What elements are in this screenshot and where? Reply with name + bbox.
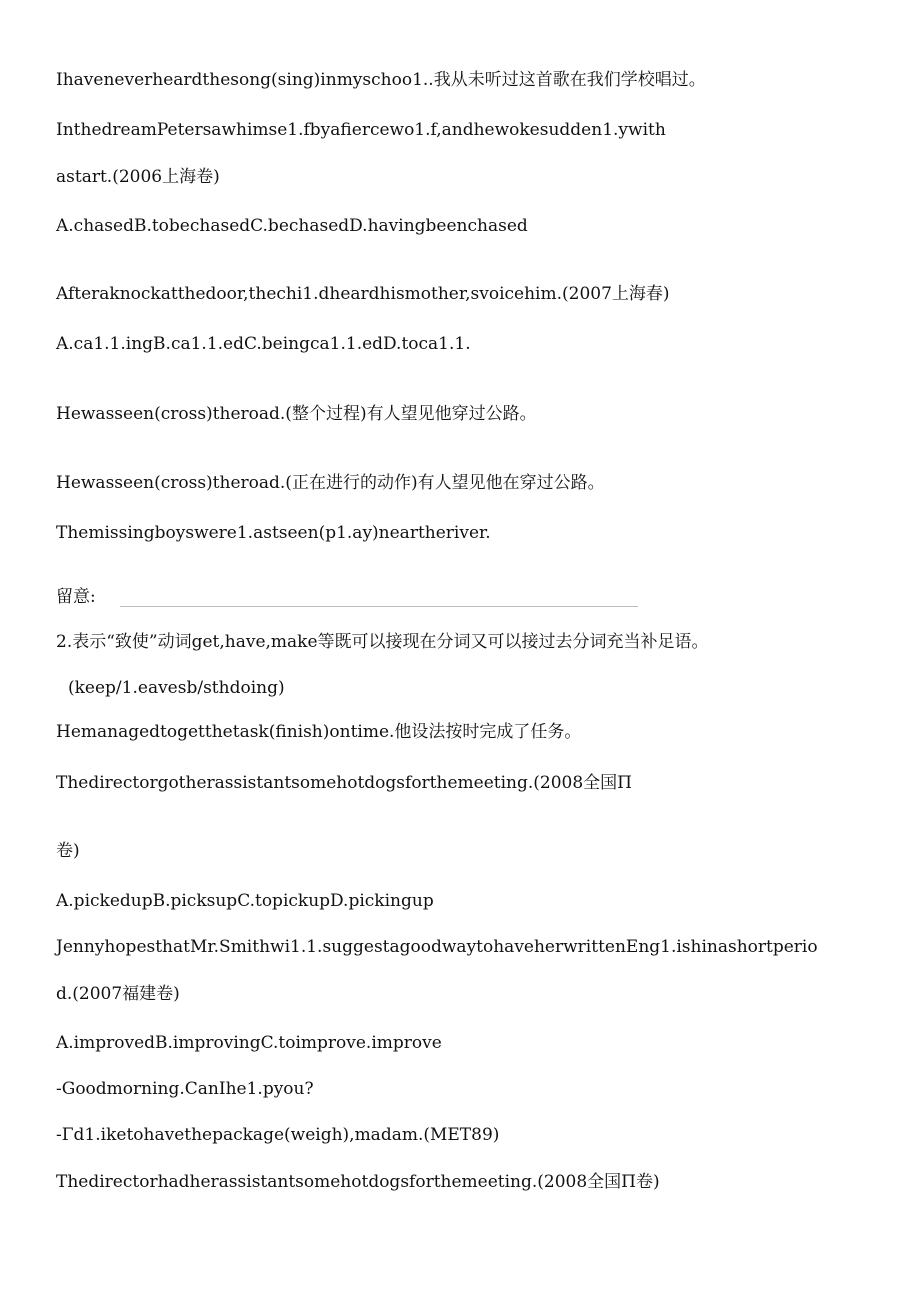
text-line: A.chasedB.tobechasedC.bechasedD.havingbeenchased <box>56 216 528 236</box>
text-line: A.ca1.1.ingB.ca1.1.edC.beingca1.1.edD.toca1.1. <box>56 334 471 354</box>
text-line: d.(2007福建卷) <box>56 984 180 1004</box>
text-line: Themissingboyswere1.astseen(p1.ay)neartheriver. <box>56 523 491 543</box>
text-line: (keep/1.eavesb/sthdoing) <box>68 678 285 698</box>
note-label: 留意: <box>56 587 96 607</box>
text-line: Thedirectorhadherassistantsomehotdogsforthemeeting.(2008全国Π卷) <box>56 1172 660 1192</box>
text-line: -Goodmorning.CanIhe1.pyou? <box>56 1079 314 1099</box>
text-line: Hewasseen(cross)theroad.(正在进行的动作)有人望见他在穿过公路。 <box>56 473 605 493</box>
text-line: Hewasseen(cross)theroad.(整个过程)有人望见他穿过公路。 <box>56 404 537 424</box>
blank-underline <box>120 606 638 607</box>
text-line: Ihaveneverheardthesong(sing)inmyschoo1..我从未听过这首歌在我们学校唱过。 <box>56 70 706 90</box>
text-line: 卷) <box>56 841 80 861</box>
text-line: InthedreamPetersawhimse1.fbyafiercewo1.f,andhewokesudden1.ywith <box>56 120 666 140</box>
text-line: Hemanagedtogetthetask(finish)ontime.他设法按时完成了任务。 <box>56 722 582 742</box>
text-line: Afteraknockatthedoor,thechi1.dheardhismother,svoicehim.(2007上海春) <box>56 284 670 304</box>
text-line: astart.(2006上海卷) <box>56 167 220 187</box>
section-heading: 2.表示“致使”动词get,have,make等既可以接现在分词又可以接过去分词充当补足语。 <box>56 632 709 652</box>
text-line: JennyhopesthatMr.Smithwi1.1.suggestagoodwaytohaveherwrittenEng1.ishinashortperio <box>56 937 818 957</box>
text-line: A.improvedB.improvingC.toimprove.improve <box>56 1033 442 1053</box>
text-line: A.pickedupB.picksupC.topickupD.pickingup <box>56 891 434 911</box>
text-line: -Γd1.iketohavethepackage(weigh),madam.(MET89) <box>56 1125 500 1145</box>
text-line: Thedirectorgotherassistantsomehotdogsforthemeeting.(2008全国Π <box>56 773 632 793</box>
